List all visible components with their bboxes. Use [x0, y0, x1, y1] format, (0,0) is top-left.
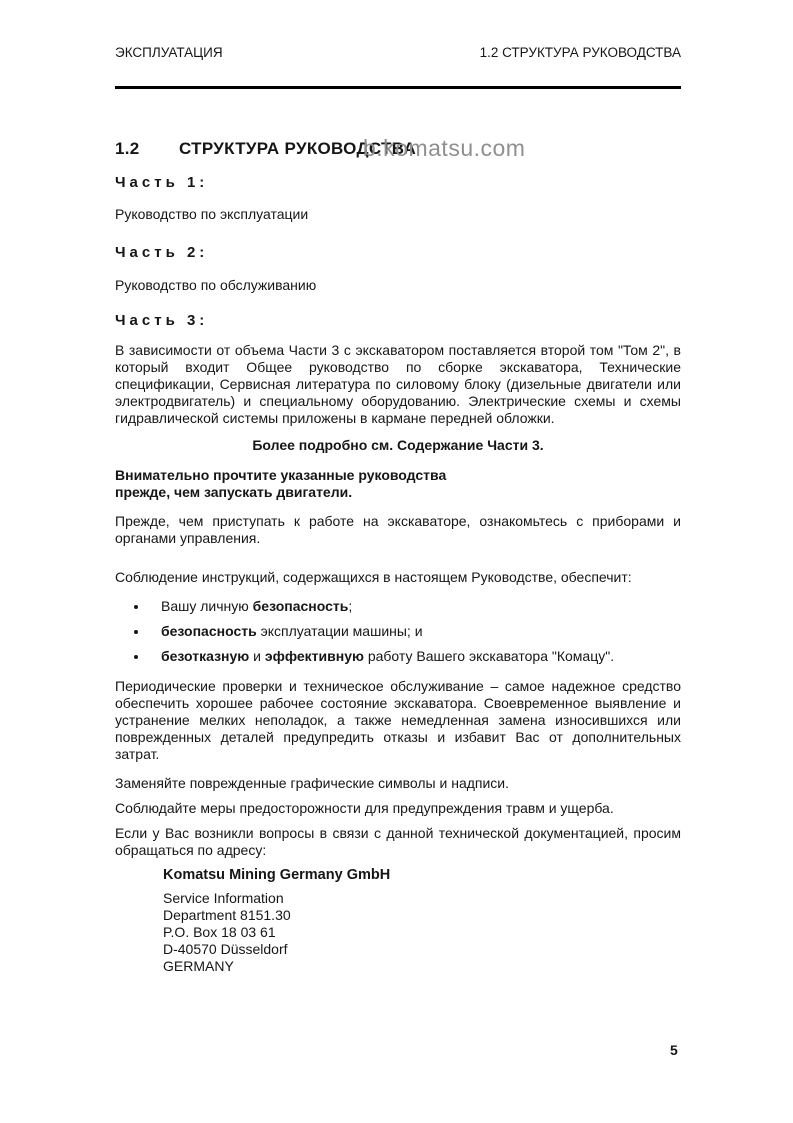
bullet-bold: безотказную: [161, 648, 250, 664]
part-3-body: В зависимости от объема Части 3 с экскаватором поставляется второй том "Том 2", в который входит Общее руководство по сборке экскаватора, Технические спецификации, Сервисная литература по силовому блоку (дизельные двигатели или электродвигатель) и специальному оборудованию. Электрические схемы и схемы гидравлической системы приложены в кармане передней обложки.: [115, 342, 681, 426]
watermark-text: b.komatsu.com: [363, 135, 526, 161]
para-periodic-checks: Периодические проверки и техническое обслуживание – самое надежное средство обеспечить хорошее рабочее состояние экскаватора. Своевременное выявление и устранение мелких неполадок, а также немедленная замена износившихся или поврежденных деталей предупредить отказы и избавит Вас от дополнительных затрат.: [115, 678, 681, 762]
section-title-text: СТРУКТУРА РУКОВОДСТВА: [179, 139, 417, 158]
bullet-text: эксплуатации машины; и: [256, 623, 423, 639]
para-contact: Если у Вас возникли вопросы в связи с данной технической документацией, просим обращаться по адресу:: [115, 825, 681, 858]
header-left: ЭКСПЛУАТАЦИЯ: [115, 45, 223, 60]
bullet-text: и: [249, 648, 265, 664]
address-line: P.O. Box 18 03 61: [163, 924, 276, 940]
list-item: [149, 648, 681, 665]
header-right: 1.2 СТРУКТУРА РУКОВОДСТВА: [479, 45, 681, 60]
company-name: Komatsu Mining Germany GmbH: [163, 867, 391, 883]
read-warning: [115, 467, 681, 501]
read-warning-line-2: прежде, чем запускать двигатели.: [115, 484, 353, 500]
bullet-text: ;: [348, 598, 353, 614]
part-1-body: Руководство по эксплуатации: [115, 206, 309, 222]
address-line: Department 8151.30: [163, 907, 291, 923]
section-title-row: [115, 135, 681, 161]
part-1-heading: Часть 1:: [115, 174, 209, 191]
bullet-text: Вашу личную: [161, 598, 253, 614]
see-contents-note: Более подробно см. Содержание Части 3.: [252, 437, 544, 453]
address-line: Service Information: [163, 890, 284, 906]
bullet-bold: эффективную: [264, 648, 364, 664]
read-warning-line-1: Внимательно прочтите указанные руководства: [115, 467, 447, 483]
list-item: [149, 598, 681, 615]
part-2-body: Руководство по обслуживанию: [115, 277, 317, 293]
bullet-bold: безопасность: [252, 598, 349, 614]
bullet-text: работу Вашего экскаватора "Комацу".: [363, 648, 615, 664]
running-header: [115, 44, 681, 61]
para-safety-measures: Соблюдайте меры предосторожности для предупреждения травм и ущерба.: [115, 800, 614, 816]
section-number: 1.2: [115, 139, 140, 158]
page-number: 5: [670, 1042, 678, 1058]
address-line: D-40570 Düsseldorf: [163, 941, 288, 957]
benefits-list: [115, 598, 681, 665]
address-line: GERMANY: [163, 958, 234, 974]
page-content: [115, 44, 681, 975]
part-2-heading: Часть 2:: [115, 244, 209, 261]
list-item: [149, 623, 681, 640]
header-rule: [115, 86, 681, 89]
para-compliance: Соблюдение инструкций, содержащихся в настоящем Руководстве, обеспечит:: [115, 569, 632, 585]
para-replace-symbols: Заменяйте поврежденные графические символы и надписи.: [115, 775, 510, 791]
bullet-bold: безопасность: [161, 623, 257, 639]
para-before-operation: Прежде, чем приступать к работе на экскаваторе, ознакомьтесь с приборами и органами управления.: [115, 513, 681, 546]
address-block: [163, 890, 681, 975]
part-3-heading: Часть 3:: [115, 312, 209, 329]
